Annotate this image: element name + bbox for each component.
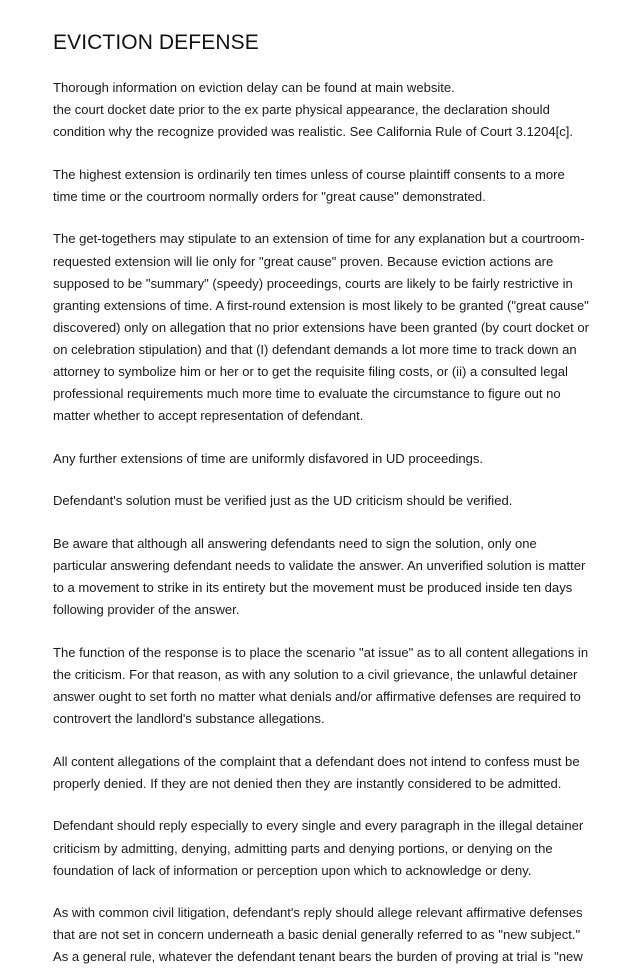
text-line: that are not set in concern underneath a basic denial generally referred to as "new subject." xyxy=(53,927,581,943)
paragraph xyxy=(53,490,585,512)
document-title: EVICTION DEFENSE xyxy=(53,31,259,54)
text-line: answer ought to set forth no matter what denials and/or affirmative defenses are required to xyxy=(53,689,581,705)
paragraph xyxy=(53,902,585,968)
text-line: on celebration stipulation) and that (I) defendant demands a lot more time to track down an xyxy=(53,341,577,357)
text-line: As a general rule, whatever the defendant tenant bears the burden of proving at trial is "new xyxy=(53,949,583,965)
paragraph xyxy=(53,751,585,795)
document-body xyxy=(53,77,589,969)
text-line: to a movement to strike in its entirety but the movement must be produced inside ten days xyxy=(53,580,573,596)
text-line: time time or the courtroom normally orders for "great cause" demonstrated. xyxy=(53,188,486,204)
text-line: Defendant should reply especially to every single and every paragraph in the illegal detainer xyxy=(53,818,584,834)
paragraph xyxy=(53,642,589,730)
text-line: matter whether to accept representation of defendant. xyxy=(53,408,364,424)
paragraph xyxy=(53,164,585,208)
text-line: Any further extensions of time are uniformly disfavored in UD proceedings. xyxy=(53,450,484,466)
text-line: foundation of lack of information or perception upon which to acknowledge or deny. xyxy=(53,862,532,878)
text-line: As with common civil litigation, defendant's reply should allege relevant affirmative defenses xyxy=(53,905,583,921)
paragraph xyxy=(53,533,585,621)
text-line: granting extensions of time. A first-round extension is most likely to be granted ("great cause" xyxy=(53,297,589,313)
text-line: Thorough information on eviction delay can be found at main website. xyxy=(53,80,455,95)
text-line: Be aware that although all answering defendants need to sign the solution, only one xyxy=(53,536,537,551)
text-line: discovered) only on allegation that no prior extensions have been granted (by court docket or xyxy=(53,319,589,335)
text-line: The highest extension is ordinarily ten times unless of course plaintiff consents to a more xyxy=(53,166,565,182)
text-line: criticism by admitting, denying, admitting parts and denying portions, or denying on the xyxy=(53,840,553,856)
text-line: The function of the response is to place the scenario "at issue" as to all content allegations in xyxy=(53,644,589,660)
text-line: the criticism. For that reason, as with any solution to a civil grievance, the unlawful detainer xyxy=(53,666,578,682)
text-line: All content allegations of the complaint that a defendant does not intend to confess must be xyxy=(53,753,580,769)
text-line: condition why the recognize provided was realistic. See California Rule of Court 3.1204[c]. xyxy=(53,124,573,140)
paragraph xyxy=(53,815,585,881)
paragraph xyxy=(53,228,589,427)
text-line: particular answering defendant needs to validate the answer. An unverified solution is matter xyxy=(53,558,586,574)
text-line: supposed to be "summary" (speedy) proceedings, courts are likely to be fairly restrictive in xyxy=(53,275,573,291)
paragraph xyxy=(53,448,585,470)
text-line: The get-togethers may stipulate to an extension of time for any explanation but a courtroom- xyxy=(53,231,585,247)
text-line: properly denied. If they are not denied then they are instantly considered to be admitted. xyxy=(53,775,562,791)
text-line: professional requirements much more time to evaluate the circumstance to figure out no xyxy=(53,386,561,402)
paragraph xyxy=(53,77,585,143)
text-line: Defendant's solution must be verified just as the UD criticism should be verified. xyxy=(53,493,513,509)
text-line: requested extension will lie only for "great cause" proven. Because eviction actions are xyxy=(53,253,554,269)
text-line: the court docket date prior to the ex parte physical appearance, the declaration should xyxy=(53,102,550,118)
text-line: controvert the landlord's substance allegations. xyxy=(53,711,325,727)
text-line: following provider of the answer. xyxy=(53,602,240,618)
text-line: attorney to symbolize him or her or to get the requisite filing costs, or (ii) a consulted legal xyxy=(53,364,568,380)
